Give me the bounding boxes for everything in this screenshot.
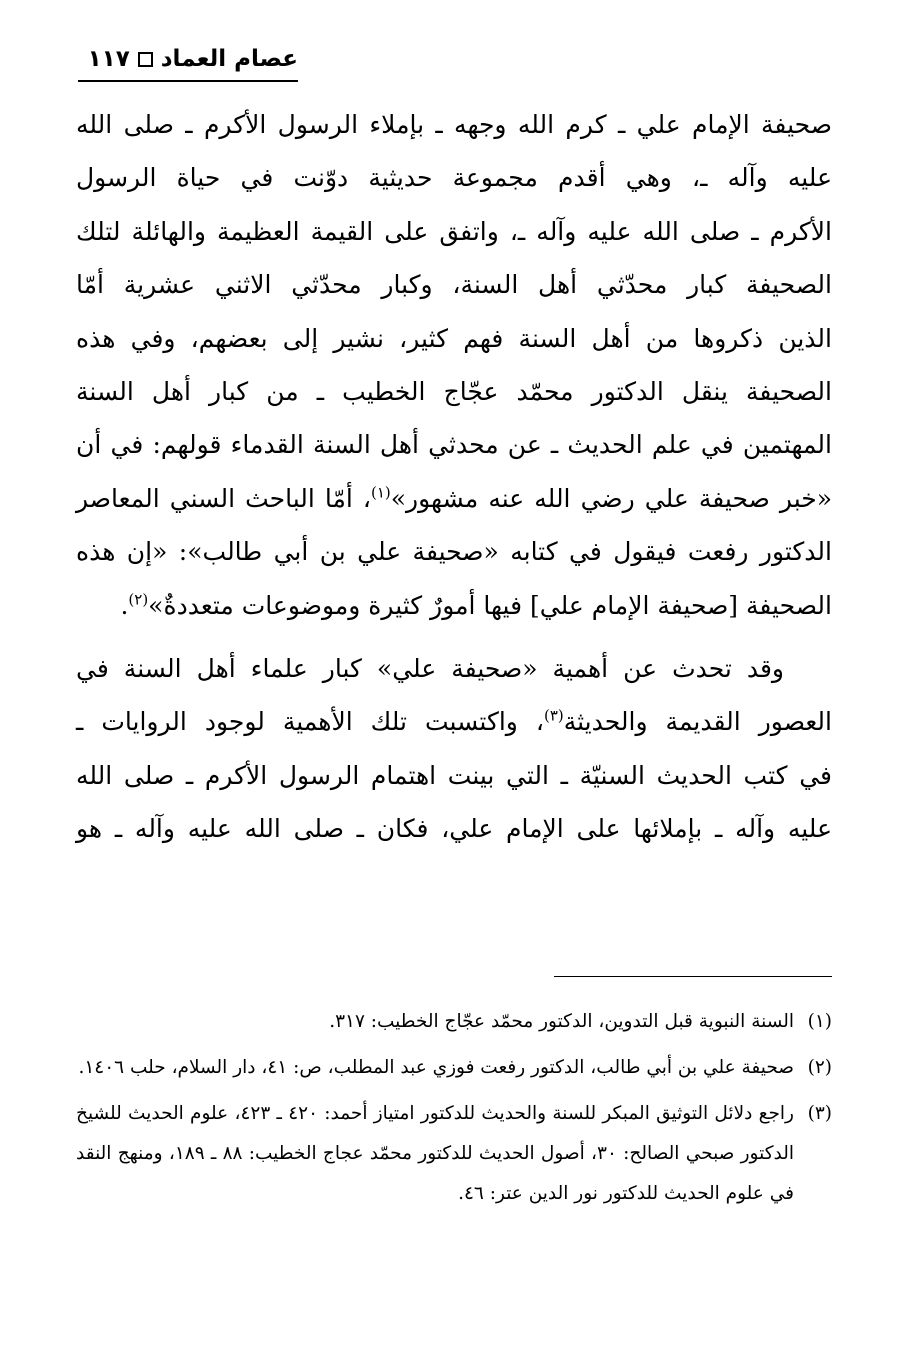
footnote-number: (٣)	[807, 1103, 832, 1124]
header-title: عصام العماد	[160, 46, 298, 72]
quote-text: «خبر صحيفة علي رضي الله عنه مشهور»	[390, 483, 832, 513]
text-line: في كتب الحديث السنيّة ـ التي بينت اهتمام الرسول الأكرم ـ صلى الله	[76, 760, 832, 790]
footnote-2	[76, 1048, 832, 1088]
text-line: الصحيفة ينقل الدكتور محمّد عجّاج الخطيب ـ من كبار أهل السنة	[76, 377, 832, 407]
line-tail: ، أمّا الباحث السني المعاصر	[76, 483, 371, 513]
footnote-number: (٢)	[807, 1057, 832, 1078]
text-line: صحيفة الإمام علي ـ كرم الله وجهه ـ بإملاء الرسول الأكرم ـ صلى الله	[76, 110, 832, 139]
text-line: الدكتور رفعت فيقول في كتابه «صحيفة علي بن أبي طالب»: «إن هذه	[76, 537, 832, 567]
text-line: المهتمين في علم الحديث ـ عن محدثي أهل السنة القدماء قولهم: في أن	[76, 430, 832, 460]
footnote-text: السنة النبوية قبل التدوين، الدكتور محمّد عجّاج الخطيب: ٣١٧.	[329, 1011, 794, 1032]
footnote-mark-3[interactable]: (٣)	[543, 707, 564, 726]
text-line: عليه وآله ـ بإملائها على الإمام علي، فكان ـ صلى الله عليه وآله ـ هو	[76, 814, 832, 844]
quote-text: الصحيفة [صحيفة الإمام علي] فيها أمورٌ كثيرة وموضوعات متعددةٌ»	[148, 590, 832, 620]
main-text	[76, 98, 832, 856]
footnote-mark-1[interactable]: (١)	[370, 483, 391, 502]
text-line: الأكرم ـ صلى الله عليه وآله ـ، واتفق على القيمة العظيمة والهائلة لتلك	[76, 216, 832, 246]
page-number: ١١٧	[87, 46, 130, 72]
footnote-3	[76, 1094, 832, 1214]
footnote-mark-2[interactable]: (٢)	[128, 590, 149, 609]
text-line: وقد تحدث عن أهمية «صحيفة علي» كبار علماء أهل السنة في	[76, 654, 784, 684]
text-line	[76, 472, 832, 525]
text-line	[76, 579, 832, 632]
line-tail: ، واكتسبت تلك الأهمية لوجود الروايات ـ	[76, 707, 544, 737]
line-head: العصور القديمة والحديثة	[563, 707, 832, 737]
footnote-1	[76, 1002, 832, 1042]
footnote-divider	[554, 976, 832, 977]
text-line: الذين ذكروها من أهل السنة فهم كثير، نشير إلى بعضهم، وفي هذه	[76, 323, 832, 353]
running-header	[78, 42, 298, 82]
footnote-text: صحيفة علي بن أبي طالب، الدكتور رفعت فوزي عبد المطلب، ص: ٤١، دار السلام، حلب ١٤٠٦.	[78, 1057, 794, 1078]
text-line: الصحيفة كبار محدّثي أهل السنة، وكبار محدّثي الاثني عشرية أمّا	[76, 270, 832, 300]
text-line	[76, 695, 832, 748]
square-ornament-icon	[138, 52, 153, 67]
footnote-number: (١)	[807, 1011, 832, 1032]
text-line: عليه وآله ـ، وهي أقدم مجموعة حديثية دوّنت في حياة الرسول	[76, 163, 832, 193]
sentence-end: .	[120, 590, 129, 620]
footnotes-section	[76, 1002, 832, 1220]
footnote-text: راجع دلائل التوثيق المبكر للسنة والحديث للدكتور امتياز أحمد: ٤٢٠ ـ ٤٢٣، علوم الحديث للشيخ الدكتور صبحي الصالح: ٣٠، أصول الحديث للدكتور محمّد عجاج الخطيب: ٨٨ ـ ١٨٩، ومنهج النقد في علوم الحديث للدكتور نور الدين عتر: ٤٦.	[76, 1103, 794, 1204]
